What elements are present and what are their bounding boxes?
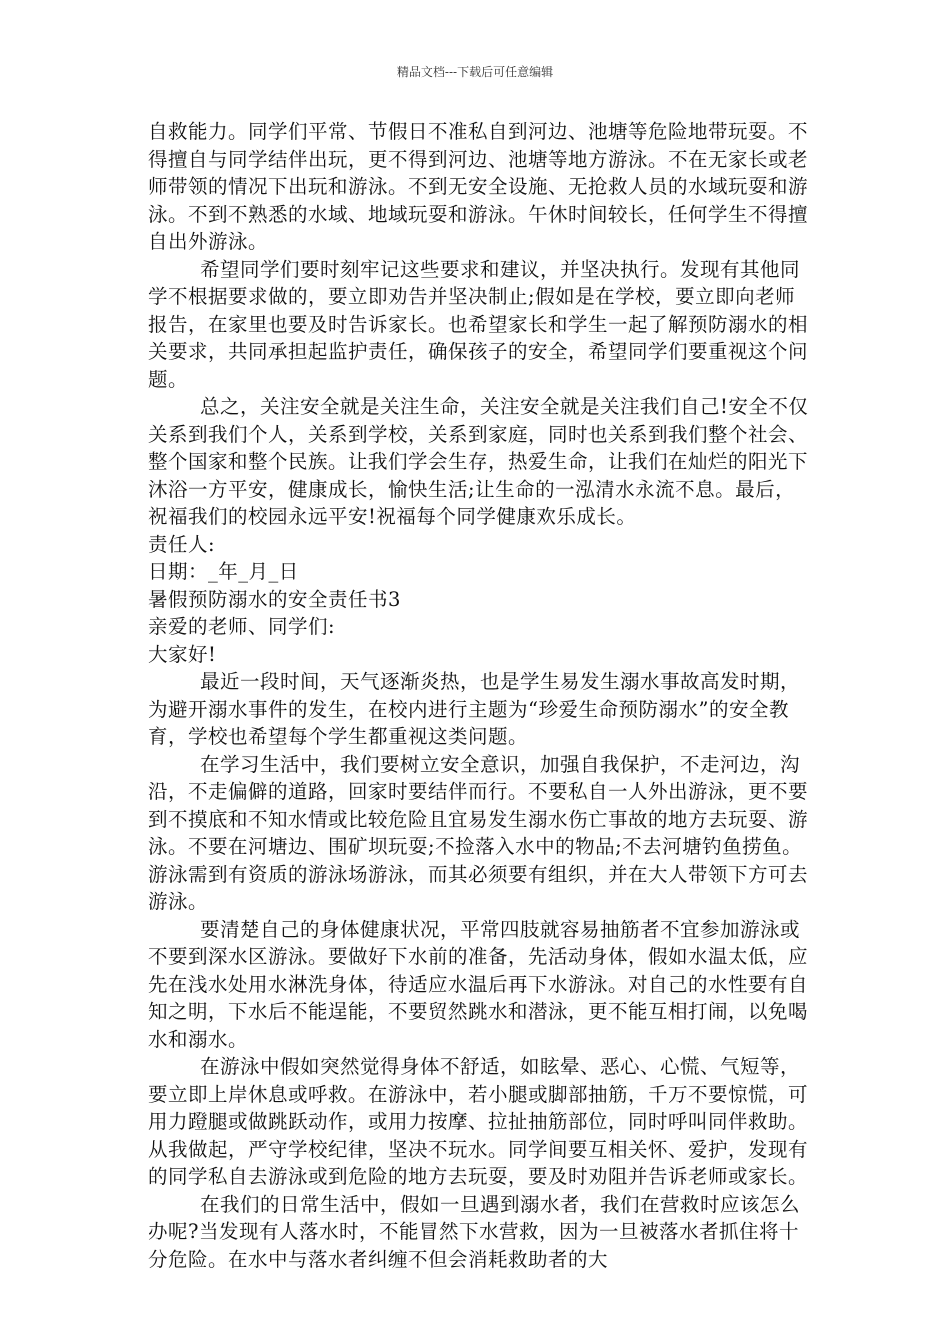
- section-title: 暑假预防溺水的安全责任书3: [148, 587, 401, 611]
- document-body: [148, 118, 810, 1273]
- greeting: 大家好!: [148, 642, 217, 666]
- paragraph-hope-students: 希望同学们要时刻牢记这些要求和建议，并坚决执行。发现有其他同学不根据要求做的，要立即劝告并坚决制止;假如是在学校，要立即向老师报告，在家里也要及时告诉家长。也希望家长和学生一起了解预防溺水的相关要求，共同承担起监护责任，确保孩子的安全，希望同学们要重视这个问题。: [148, 257, 809, 391]
- paragraph-safety-awareness: 在学习生活中，我们要树立安全意识，加强自我保护，不走河边，沟沿，不走偏僻的道路，回家时要结伴而行。不要私自一人外出游泳，更不要到不摸底和不知水情或比较危险且宜易发生溺水伤亡事故的地方去玩耍、游泳。不要在河塘边、围矿坝玩耍;不捡落入水中的物品;不去河塘钓鱼捞鱼。游泳需到有资质的游泳场游泳，而其必须要有组织，并在大人带领下方可去游泳。: [148, 752, 809, 913]
- paragraph-recent-weather: 最近一段时间，天气逐渐炎热，也是学生易发生溺水事故高发时期，为避开溺水事件的发生，在校内进行主题为“珍爱生命预防溺水”的安全教育，学校也希望每个学生都重视这类问题。: [148, 670, 801, 748]
- date-line: 日期：_年_月_日: [148, 560, 299, 583]
- paragraph-rescue: 在我们的日常生活中，假如一旦遇到溺水者，我们在营救时应该怎么办呢?当发现有人落水时，不能冒然下水营救，因为一旦被落水者抓住将十分危险。在水中与落水者纠缠不但会消耗救助者的大: [148, 1192, 801, 1271]
- responsible-person-line: 责任人:: [148, 532, 216, 556]
- paragraph-self-rescue: 自救能力。同学们平常、节假日不准私自到河边、池塘等危险地带玩耍。不得擅自与同学结伴出玩，更不得到河边、池塘等地方游泳。不在无家长或老师带领的情况下出玩和游泳。不到无安全设施、无抢救人员的水域玩耍和游泳。不到不熟悉的水域、地域玩耍和游泳。午休时间较长，任何学生不得擅自出外游泳。: [148, 120, 809, 253]
- paragraph-discomfort: 在游泳中假如突然觉得身体不舒适，如眩晕、恶心、心慌、气短等，要立即上岸休息或呼救。在游泳中，若小腿或脚部抽筋，千万不要惊慌，可用力蹬腿或做跳跃动作，或用力按摩、拉扯抽筋部位，同时呼叫同伴救助。从我做起，严守学校纪律，坚决不玩水。同学间要互相关怀、爱护，发现有的同学私自去游泳或到危险的地方去玩耍，要及时劝阻并告诉老师或家长。: [148, 1055, 809, 1188]
- paragraph-health-status: 要清楚自己的身体健康状况，平常四肢就容易抽筋者不宜参加游泳或不要到深水区游泳。要做好下水前的准备，先活动身体，假如水温太低，应先在浅水处用水淋洗身体，待适应水温后再下水游泳。对自己的水性要有自知之明，下水后不能逞能，不要贸然跳水和潜泳，更不能互相打闹，以免喝水和溺水。: [148, 917, 809, 1051]
- page-header: 精品文档---下载后可任意编辑: [396, 65, 554, 79]
- salutation: 亲爱的老师、同学们:: [148, 615, 336, 638]
- paragraph-conclusion: 总之，关注安全就是关注生命，关注安全就是关注我们自己!安全不仅关系到我们个人，关系到学校，关系到家庭，同时也关系到我们整个社会、整个国家和整个民族。让我们学会生存，热爱生命，让我们在灿烂的阳光下沐浴一方平安，健康成长，愉快生活;让生命的一泓清水永流不息。最后，祝福我们的校园永远平安!祝福每个同学健康欢乐成长。: [148, 395, 809, 528]
